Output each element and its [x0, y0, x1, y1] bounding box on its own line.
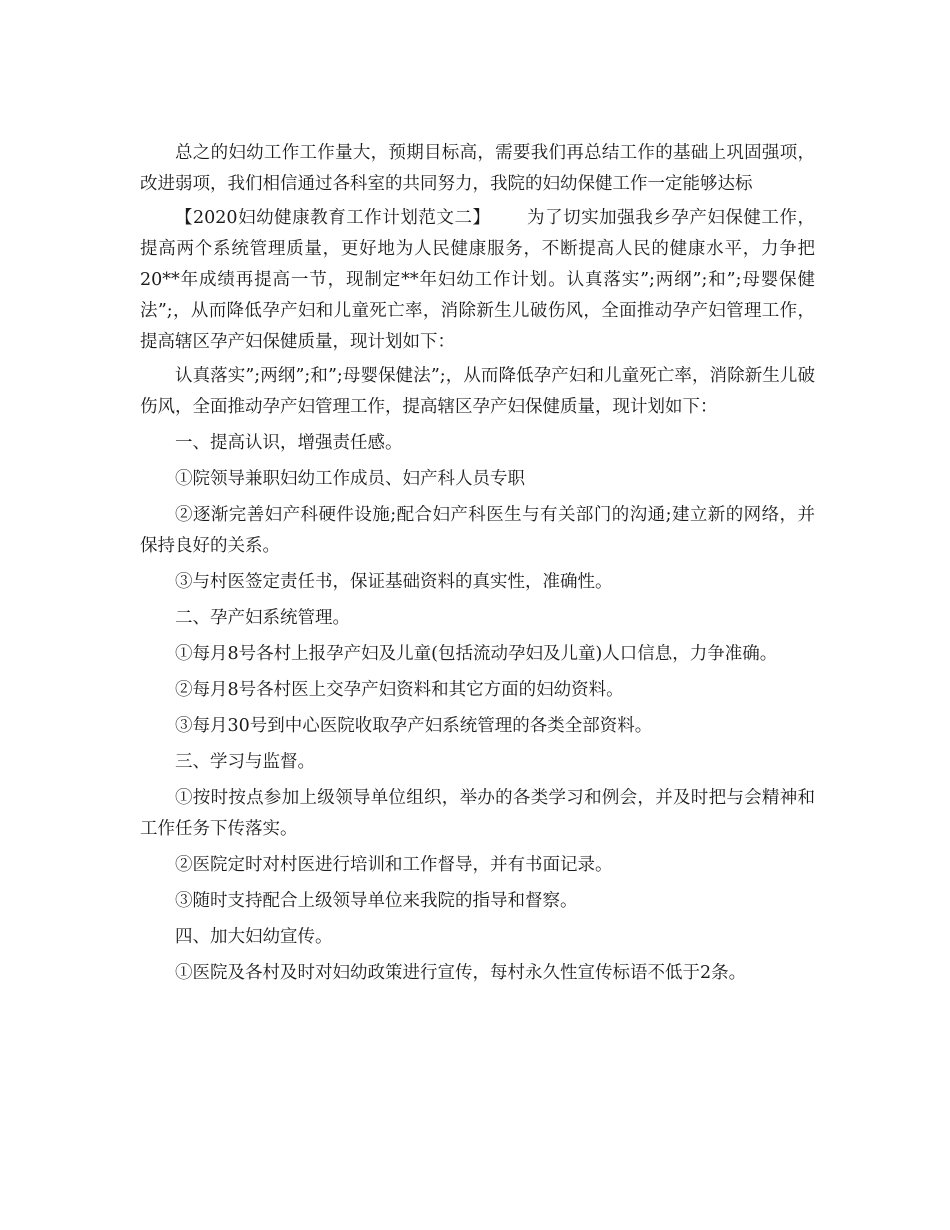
list-item: ②每月8号各村医上交孕产妇资料和其它方面的妇幼资料。 — [175, 680, 624, 700]
list-item: ①院领导兼职妇幼工作成员、妇产科人员专职 — [175, 469, 525, 489]
paragraph-summary: 总之的妇幼工作工作量大，预期目标高，需要我们再总结工作的基础上巩固强项，改进弱项，我们相信通过各科室的共同努力，我院的妇幼保健工作一定能够达标 — [140, 143, 815, 194]
list-item: ②医院定时对村医进行培训和工作督导，并有书面记录。 — [175, 855, 613, 875]
section-heading-1: 一、提高认识，增强责任感。 — [175, 433, 403, 453]
list-item: ①每月8号各村上报孕产妇及儿童(包括流动孕妇及儿童)人口信息，力争准确。 — [175, 644, 778, 664]
section-heading-2: 二、孕产妇系统管理。 — [175, 608, 350, 628]
section-title: 【2020妇幼健康教育工作计划范文二】 — [175, 208, 491, 228]
list-item: ③与村医签定责任书，保证基础资料的真实性，准确性。 — [175, 572, 613, 592]
list-item: ③每月30号到中心医院收取孕产妇系统管理的各类全部资料。 — [175, 716, 653, 736]
list-item: ③随时支持配合上级领导单位来我院的指导和督察。 — [175, 891, 578, 911]
section-heading-4: 四、加大妇幼宣传。 — [175, 927, 333, 947]
document-page — [140, 138, 815, 989]
list-item: ①医院及各村及时对妇幼政策进行宣传，每村永久性宣传标语不低于2条。 — [175, 963, 747, 983]
paragraph-plan-intro — [140, 203, 815, 358]
list-item: ①按时按点参加上级领导单位组织，举办的各类学习和例会，并及时把与会精神和工作任务下传落实。 — [140, 788, 815, 839]
paragraph-implementation: 认真落实”;两纲”;和”;母婴保健法”;，从而降低孕产妇和儿童死亡率，消除新生儿破伤风，全面推动孕产妇管理工作，提高辖区孕产妇保健质量，现计划如下： — [140, 366, 815, 417]
list-item: ②逐渐完善妇产科硬件设施;配合妇产科医生与有关部门的沟通;建立新的网络，并保持良好的关系。 — [140, 505, 815, 556]
section-heading-3: 三、学习与监督。 — [175, 752, 315, 772]
paragraph-plan-body: 为了切实加强我乡孕产妇保健工作，提高两个系统管理质量，更好地为人民健康服务，不断提高人民的健康水平，力争把20**年成绩再提高一节，现制定**年妇幼工作计划。认真落实”;两纲”;和”;母婴保健法”;，从而降低孕产妇和儿童死亡率，消除新生儿破伤风，全面推动孕产妇管理工作，提高辖区孕产妇保健质量，现计划如下： — [140, 208, 815, 352]
